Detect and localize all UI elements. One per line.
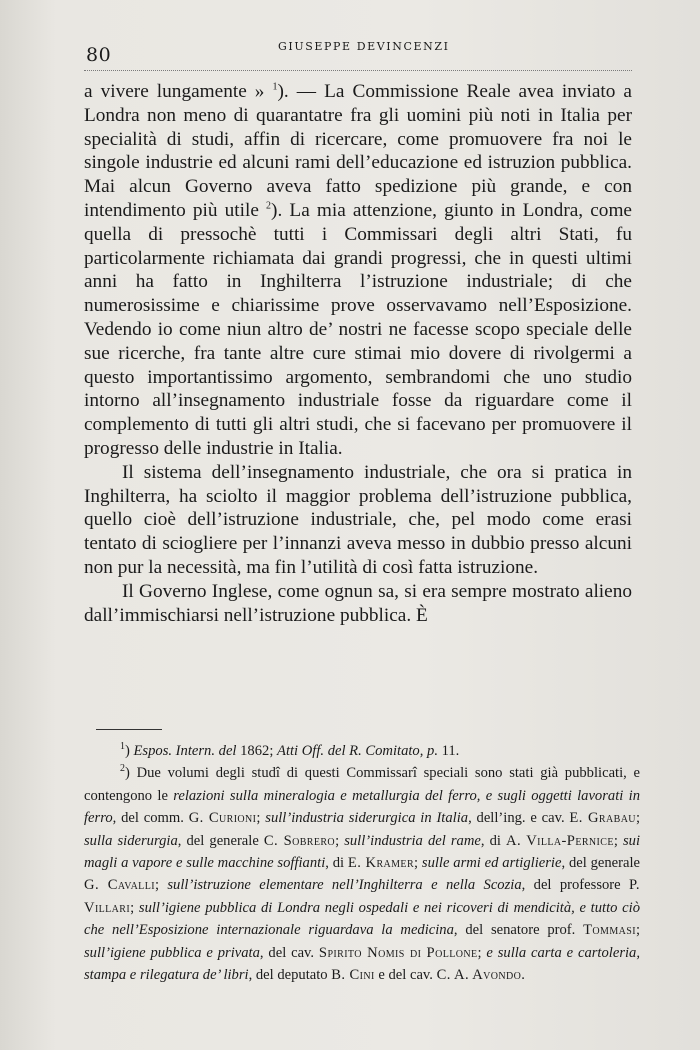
footnote-2-title: relazioni sulla mineralogia e metallurgia del ferro, e sugli oggetti lavorati in ferro (84, 787, 640, 827)
footnote-2-author: E. Grabau (569, 810, 636, 827)
footnote-2-text: ; (130, 899, 139, 916)
footnote-ref-1: 1 (272, 81, 278, 93)
paragraph-1 (84, 80, 632, 461)
footnote-2-author: E. Kramer (347, 855, 415, 872)
page-header (84, 40, 632, 71)
footnote-2-title: sull’igiene pubblica di Londra negli ospedali e nei ricoveri di mendicità, e tutto ciò che nell’Esposizione internazionale riguardava la medicina (84, 899, 640, 939)
footnote-2-author: P. Villari (84, 877, 640, 916)
paragraph-1-part-1: a vivere lungamente » (84, 81, 273, 102)
footnote-2-author: Spirito Nomis di Pollone (318, 944, 478, 961)
footnote-2-text: ; (635, 922, 640, 939)
footnote-2-title: sull’istruzione elementare nell’Inghilterra e nella Scozia (167, 877, 522, 894)
footnote-2-text: , del cav. (259, 944, 319, 961)
footnote-2-title: sui magli a vapore e sulle macchine soffianti (84, 832, 641, 872)
footnote-2-author: C. Sobrero (263, 832, 336, 849)
footnotes (84, 740, 640, 986)
footnote-2-text: ; (154, 877, 168, 894)
footnote-2-text: , del generale (561, 855, 641, 872)
footnote-1-source: Espos. Intern. del (133, 743, 237, 759)
footnote-2-text: ; (635, 810, 640, 827)
footnote-2-author: B. Cini (331, 967, 375, 984)
footnote-2-text: , di (480, 832, 507, 849)
footnote-1-year: 1862; (236, 743, 278, 759)
footnote-1-page: 11. (437, 743, 460, 759)
footnote-2-title: sull’igiene pubblica e privata (84, 944, 260, 961)
footnote-2-author: C. A. Avondo (436, 967, 522, 984)
footnote-2-text: , di (325, 855, 348, 872)
footnote-2-text: ; (335, 832, 345, 849)
paragraph-1-part-2: ). — La Commissione Reale avea inviato a Londra non meno di quarantatre fra gli uomini più noti in Italia per specialità di studi, affin di ricercare, come promuovere fra noi le singole industrie ed alcuni rami dell’educazione ed istruzion pubblica. Mai alcun Governo aveva fatto spedizione più grande, e con intendimento più utile (84, 81, 632, 221)
footnote-2 (84, 762, 640, 986)
footnote-2-text: , del deputato (248, 967, 332, 984)
footnote-1: $^1$) Espos. Intern. del 1862; Atti Off. del R. Comitato, p. 11. (120, 741, 460, 759)
footnote-2-author: G. Curioni (188, 810, 257, 827)
footnote-2-title: sull’industria siderurgica in Italia (265, 810, 469, 827)
running-head: GIUSEPPE DEVINCENZI (278, 40, 450, 53)
footnote-2-text: ) Due volumi degli studî di questi Commissarî speciali sono stati già pubblicati, e contengono le (84, 765, 640, 804)
footnote-ref-2: 2 (266, 200, 272, 212)
page-number: 80 (86, 44, 112, 66)
footnote-2-author: G. Cavalli (84, 877, 155, 894)
footnote-1-acts: Atti Off. del R. Comitato, p. (277, 743, 438, 759)
paragraph-2: Il sistema dell’insegnamento industriale, che ora si pratica in Inghilterra, ha sciolto il maggior problema dell’istruzione pubblica, quello cioè dell’istruzione industriale, che, pel modo come erasi tentato di sciogliere per l’innanzi aveva messo in dubbio presso alcuni non pur la necessità, ma fin l’utilità di così fatta istruzione. (84, 461, 632, 578)
footnote-2-text: ; (613, 832, 623, 849)
footnote-2-text: ; (414, 855, 422, 872)
footnote-2-author: Tommasi (583, 922, 636, 939)
footnote-2-text: , del generale (177, 832, 264, 849)
footnote-2-text: ; (256, 810, 266, 827)
footnote-2-author: A. Villa-Pernice (506, 832, 614, 849)
footnote-2-marker: 2 (120, 763, 125, 775)
footnote-2-text: e del cav. (374, 967, 437, 984)
paragraph-1-part-3: ). La mia attenzione, giunto in Londra, come quella di pressochè tutti i Commissari degli altri Stati, fu particolarmente richiamata dai grandi progressi, che in questi ultimi anni ha fatto in Inghilterra l’istruzione industriale; di che numerosissime e chiarissime prove osservavamo nell’Esposizione. Vedendo io come niun altro de’ nostri ne facesse scopo speciale delle sue ricerche, fra tante altre cure stimai mio dovere di rivolgermi a questo importantissimo argomento, sembrandomi che uno studio intorno all’insegnamento industriale fosse da riguardare come il complemento di tutti gli altri studi, che si facevano per promuovere il progresso delle industrie in Italia. (84, 199, 632, 459)
footnote-2-title: e sulla carta e cartoleria, stampa e rilegatura de’ libri (84, 944, 640, 984)
paragraph-3: Il Governo Inglese, come ognun sa, si era sempre mostrato alieno dall’immischiarsi nell’istruzione pubblica. È (84, 580, 632, 626)
footnote-2-text: , del professore (521, 877, 630, 894)
footnote-2-text: , del senatore prof. (453, 922, 584, 939)
footnote-2-title: sulla siderurgia (84, 832, 178, 849)
footnote-1-marker: 1 (120, 741, 125, 753)
footnote-separator (96, 729, 162, 730)
footnote-2-title: sulle armi ed artiglierie (421, 855, 562, 872)
footnote-2-title: sull’industria del rame (344, 832, 481, 849)
footnote-2-text: , del comm. (112, 810, 189, 827)
footnote-2-text: , dell’ing. e cav. (468, 810, 570, 827)
main-text (84, 80, 632, 627)
footnote-2-text: . (521, 967, 525, 984)
footnote-2-text: ; (477, 944, 487, 961)
